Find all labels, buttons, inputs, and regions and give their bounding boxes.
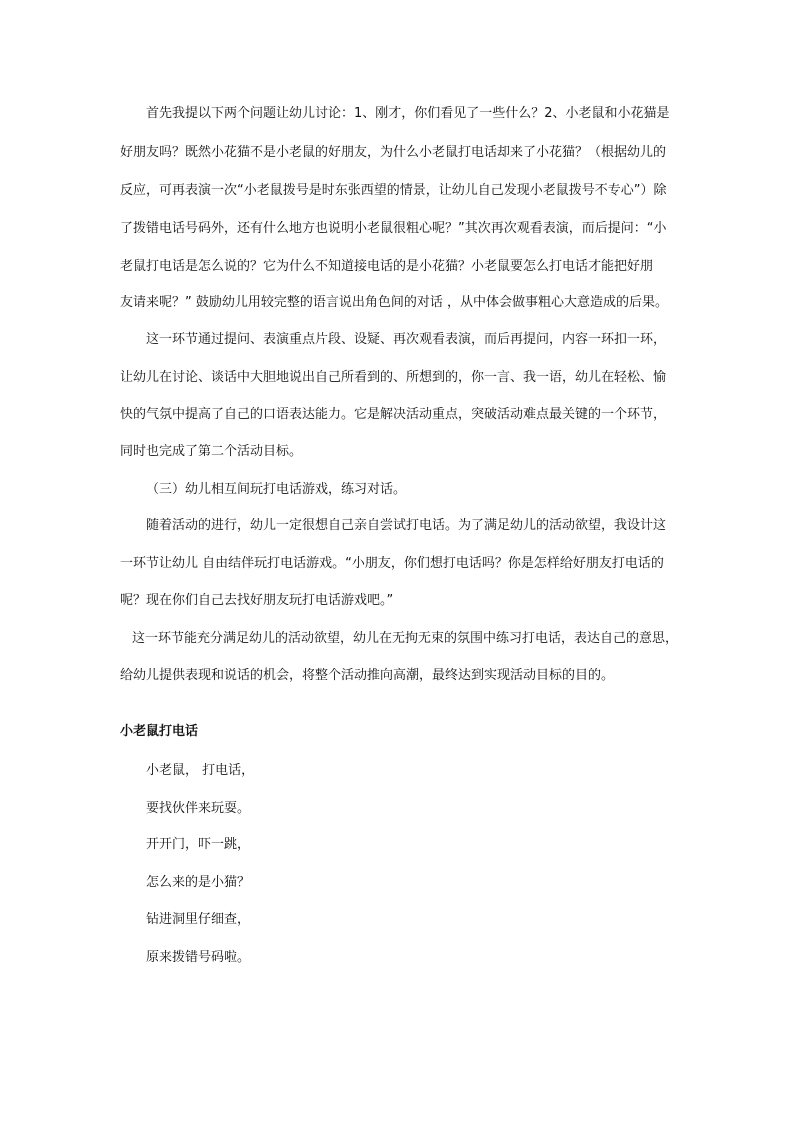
- paragraph-2-line-2: 让幼儿在讨论、谈话中大胆地说出自己所看到的、所想到的，你一言、我一语，幼儿在轻松、愉: [120, 370, 667, 385]
- paragraph-3-line-3: 呢？现在你们自己去找好朋友玩打电话游戏吧。”: [120, 593, 394, 608]
- paragraph-2-line-1: 这一环节通过提问、表演重点片段、设疑、再次观看表演，而后再提问，内容一环扣一环，: [146, 332, 667, 347]
- poem-line-1: 小老鼠， 打电话，: [146, 763, 255, 778]
- poem-line-4: 怎么来的是小猫？: [146, 875, 251, 890]
- paragraph-3-line-1: 随着活动的进行，幼儿一定很想自己亲自尝试打电话。为了满足幼儿的活动欲望，我设计这: [146, 518, 667, 533]
- paragraph-4-line-1: 这一环节能充分满足幼儿的活动欲望，幼儿在无拘无束的氛围中练习打电话，表达自己的意思，: [132, 631, 679, 646]
- paragraph-1-line-5: 老鼠打电话是怎么说的？它为什么不知道接电话的是小花猫？小老鼠要怎么打电话才能把好朋: [120, 259, 654, 274]
- poem-title: 小老鼠打电话: [120, 724, 199, 739]
- poem-line-6: 原来拨错号码啦。: [146, 950, 251, 965]
- paragraph-1-line-3: 反应，可再表演一次“小老鼠拨号是时东张西望的情景，让幼儿自己发现小老鼠拨号不专心”）除: [120, 183, 667, 198]
- paragraph-1-line-4: 了拨错电话号码外，还有什么地方也说明小老鼠很粗心呢？”其次再次观看表演，而后提问：“小: [120, 221, 667, 236]
- paragraph-1-line-2: 好朋友吗？既然小花猫不是小老鼠的好朋友，为什么小老鼠打电话却来了小花猫？（根据幼儿的: [120, 145, 667, 160]
- section-3-heading: （三）幼儿相互间玩打电话游戏，练习对话。: [146, 482, 407, 497]
- poem-line-5: 钻进洞里仔细查，: [146, 912, 251, 927]
- paragraph-2-line-3: 快的气氛中提高了自己的口语表达能力。它是解决活动重点，突破活动难点最关键的一个环节，: [120, 407, 667, 422]
- poem-line-3: 开开门，吓一跳，: [146, 837, 251, 852]
- poem-line-2: 要找伙伴来玩耍。: [146, 801, 251, 816]
- paragraph-1-line-1: 首先我提以下两个问题让幼儿讨论：1、刚才，你们看见了一些什么？2、小老鼠和小花猫是: [146, 106, 670, 121]
- paragraph-3-line-2: 一环节让幼儿 自由结伴玩打电话游戏。“小朋友，你们想打电话吗？你是怎样给好朋友打电话的: [120, 556, 664, 571]
- paragraph-1-line-6: 友请来呢？” 鼓励幼儿用较完整的语言说出角色间的对话 ，从中体会做事粗心大意造成的后果。: [120, 295, 669, 310]
- paragraph-4-line-2: 给幼儿提供表现和说话的机会，将整个活动推向高潮，最终达到实现活动目标的目的。: [120, 668, 615, 683]
- paragraph-2-line-4: 同时也完成了第二个活动目标。: [120, 444, 303, 459]
